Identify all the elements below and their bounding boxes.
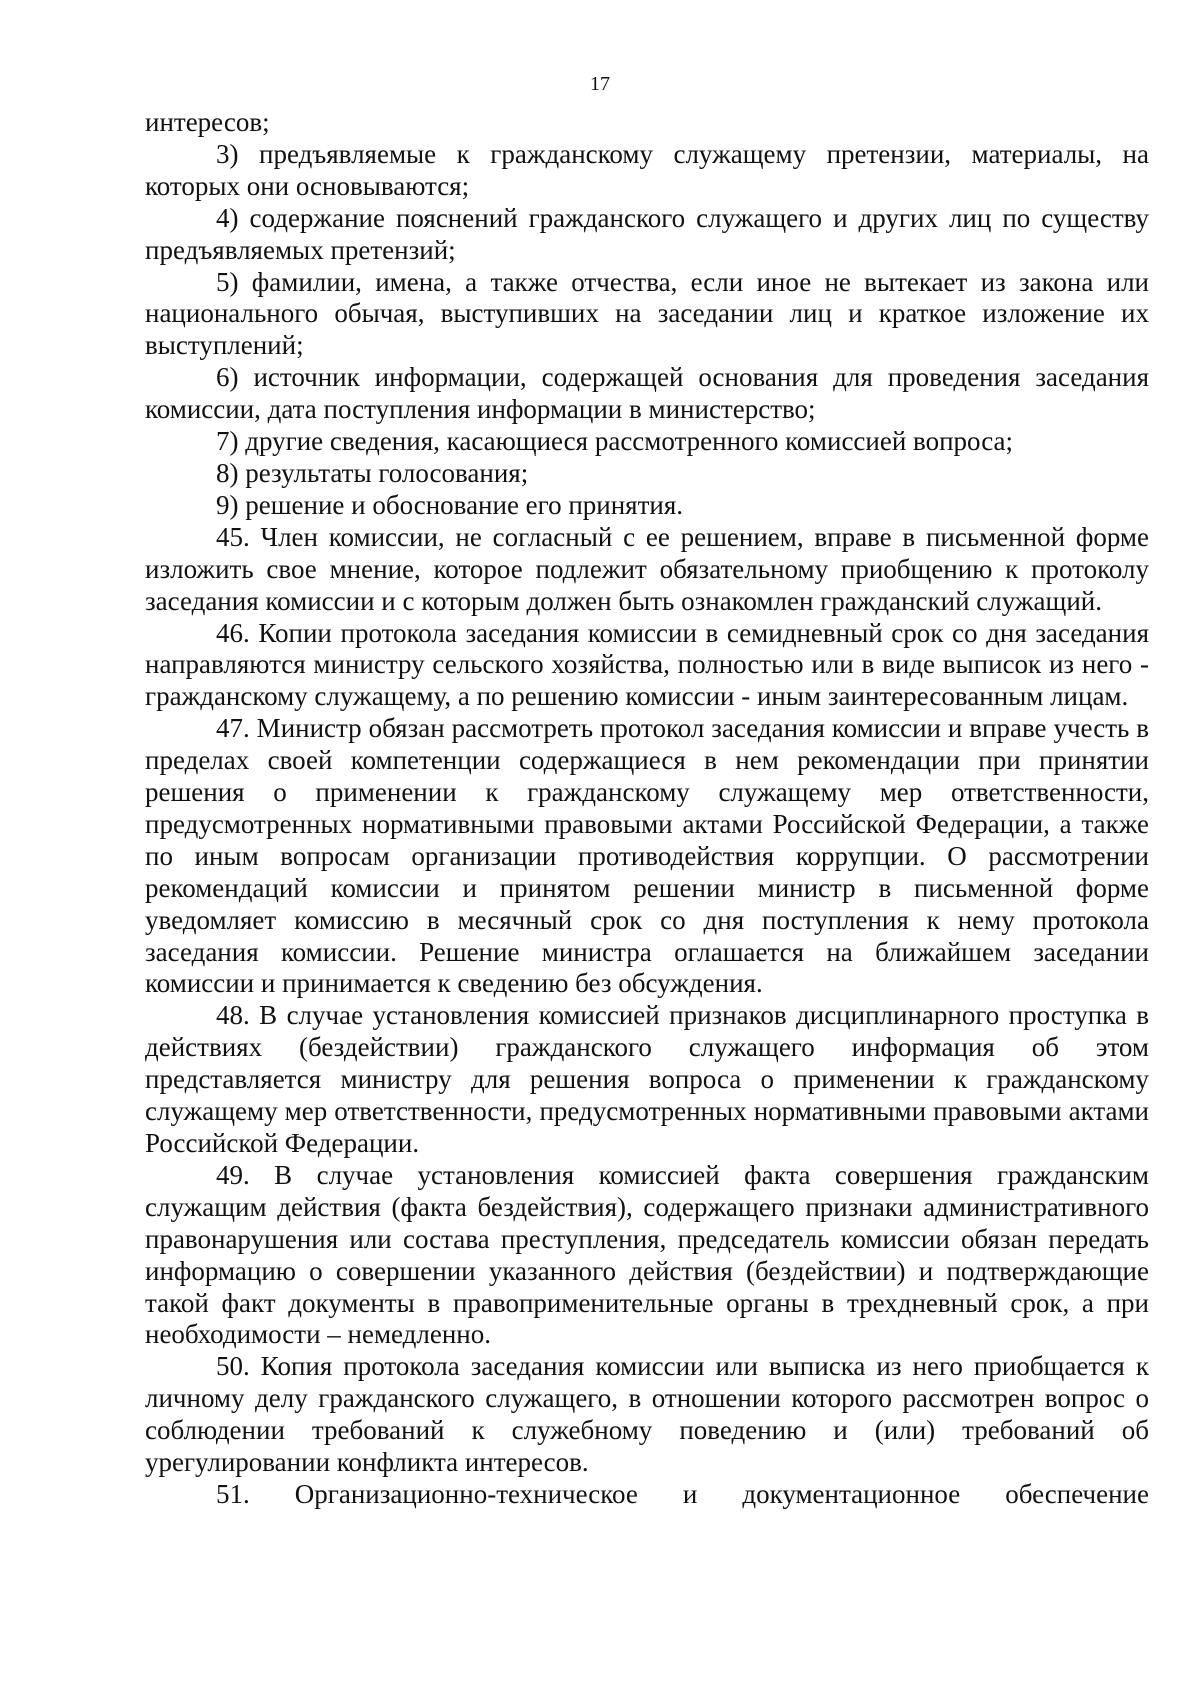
list-item-4: 4) содержание пояснений гражданского служащего и других лиц по существу предъявляемых претензий; (145, 202, 1149, 265)
list-item-5: 5) фамилии, имена, а также отчества, если иное не вытекает из закона или национального обычая, выступивших на заседании лиц и краткое изложение их выступлений; (145, 266, 1149, 361)
clause-47: 47. Министр обязан рассмотреть протокол заседания комиссии и вправе учесть в пределах своей компетенции содержащиеся в нем рекомендации при принятии решения о применении к гражданскому служащему мер ответственности, предусмотренных нормативными правовыми актами Российской Федерации, а также по иным вопросам организации противодействия коррупции. О рассмотрении рекомендаций комиссии и принятом решении министр в письменной форме уведомляет комиссию в месячный срок со дня поступления к нему протокола заседания комиссии. Решение министра оглашается на ближайшем заседании комиссии и принимается к сведению без обсуждения. (145, 713, 1149, 999)
list-item-6: 6) источник информации, содержащей основания для проведения заседания комиссии, дата поступления информации в министерство; (145, 362, 1149, 425)
list-item-9: 9) решение и обоснование его принятия. (216, 489, 684, 520)
clause-49: 49. В случае установления комиссией факта совершения гражданским служащим действия (факта бездействия), содержащего признаки административного правонарушения или состава преступления, председатель комиссии обязан передать информацию о совершении указанного действия (бездействии) и подтверждающие такой факт документы в правоприменительные органы в трехдневный срок, а при необходимости – немедленно. (145, 1159, 1149, 1350)
page-number: 17 (590, 73, 610, 95)
clause-48: 48. В случае установления комиссией признаков дисциплинарного проступка в действиях (бездействии) гражданского служащего информация об этом представляется министру для решения вопроса о применении к гражданскому служащему мер ответственности, предусмотренных нормативными правовыми актами Российской Федерации. (145, 1000, 1149, 1158)
clause-51: 51. Организационно-техническое и документационное обеспечение (216, 1478, 1149, 1509)
document-body (145, 107, 1149, 1511)
clause-50: 50. Копия протокола заседания комиссии или выписка из него приобщается к личному делу гражданского служащего, в отношении которого рассмотрен вопрос о соблюдении требований к служебному поведению и (или) требований об урегулировании конфликта интересов. (145, 1351, 1149, 1478)
clause-45: 45. Член комиссии, не согласный с ее решением, вправе в письменной форме изложить свое мнение, которое подлежит обязательному приобщению к протоколу заседания комиссии и с которым должен быть ознакомлен гражданский служащий. (145, 521, 1149, 616)
list-item-8: 8) результаты голосования; (216, 457, 529, 488)
paragraph-continuation: интересов; (145, 107, 270, 137)
list-item-3: 3) предъявляемые к гражданскому служащему претензии, материалы, на которых они основываются; (145, 138, 1149, 201)
list-item-7: 7) другие сведения, касающиеся рассмотренного комиссией вопроса; (216, 426, 1014, 457)
clause-46: 46. Копии протокола заседания комиссии в семидневный срок со дня заседания направляются министру сельского хозяйства, полностью или в виде выписок из него - гражданскому служащему, а по решению комиссии - иным заинтересованным лицам. (145, 617, 1149, 712)
